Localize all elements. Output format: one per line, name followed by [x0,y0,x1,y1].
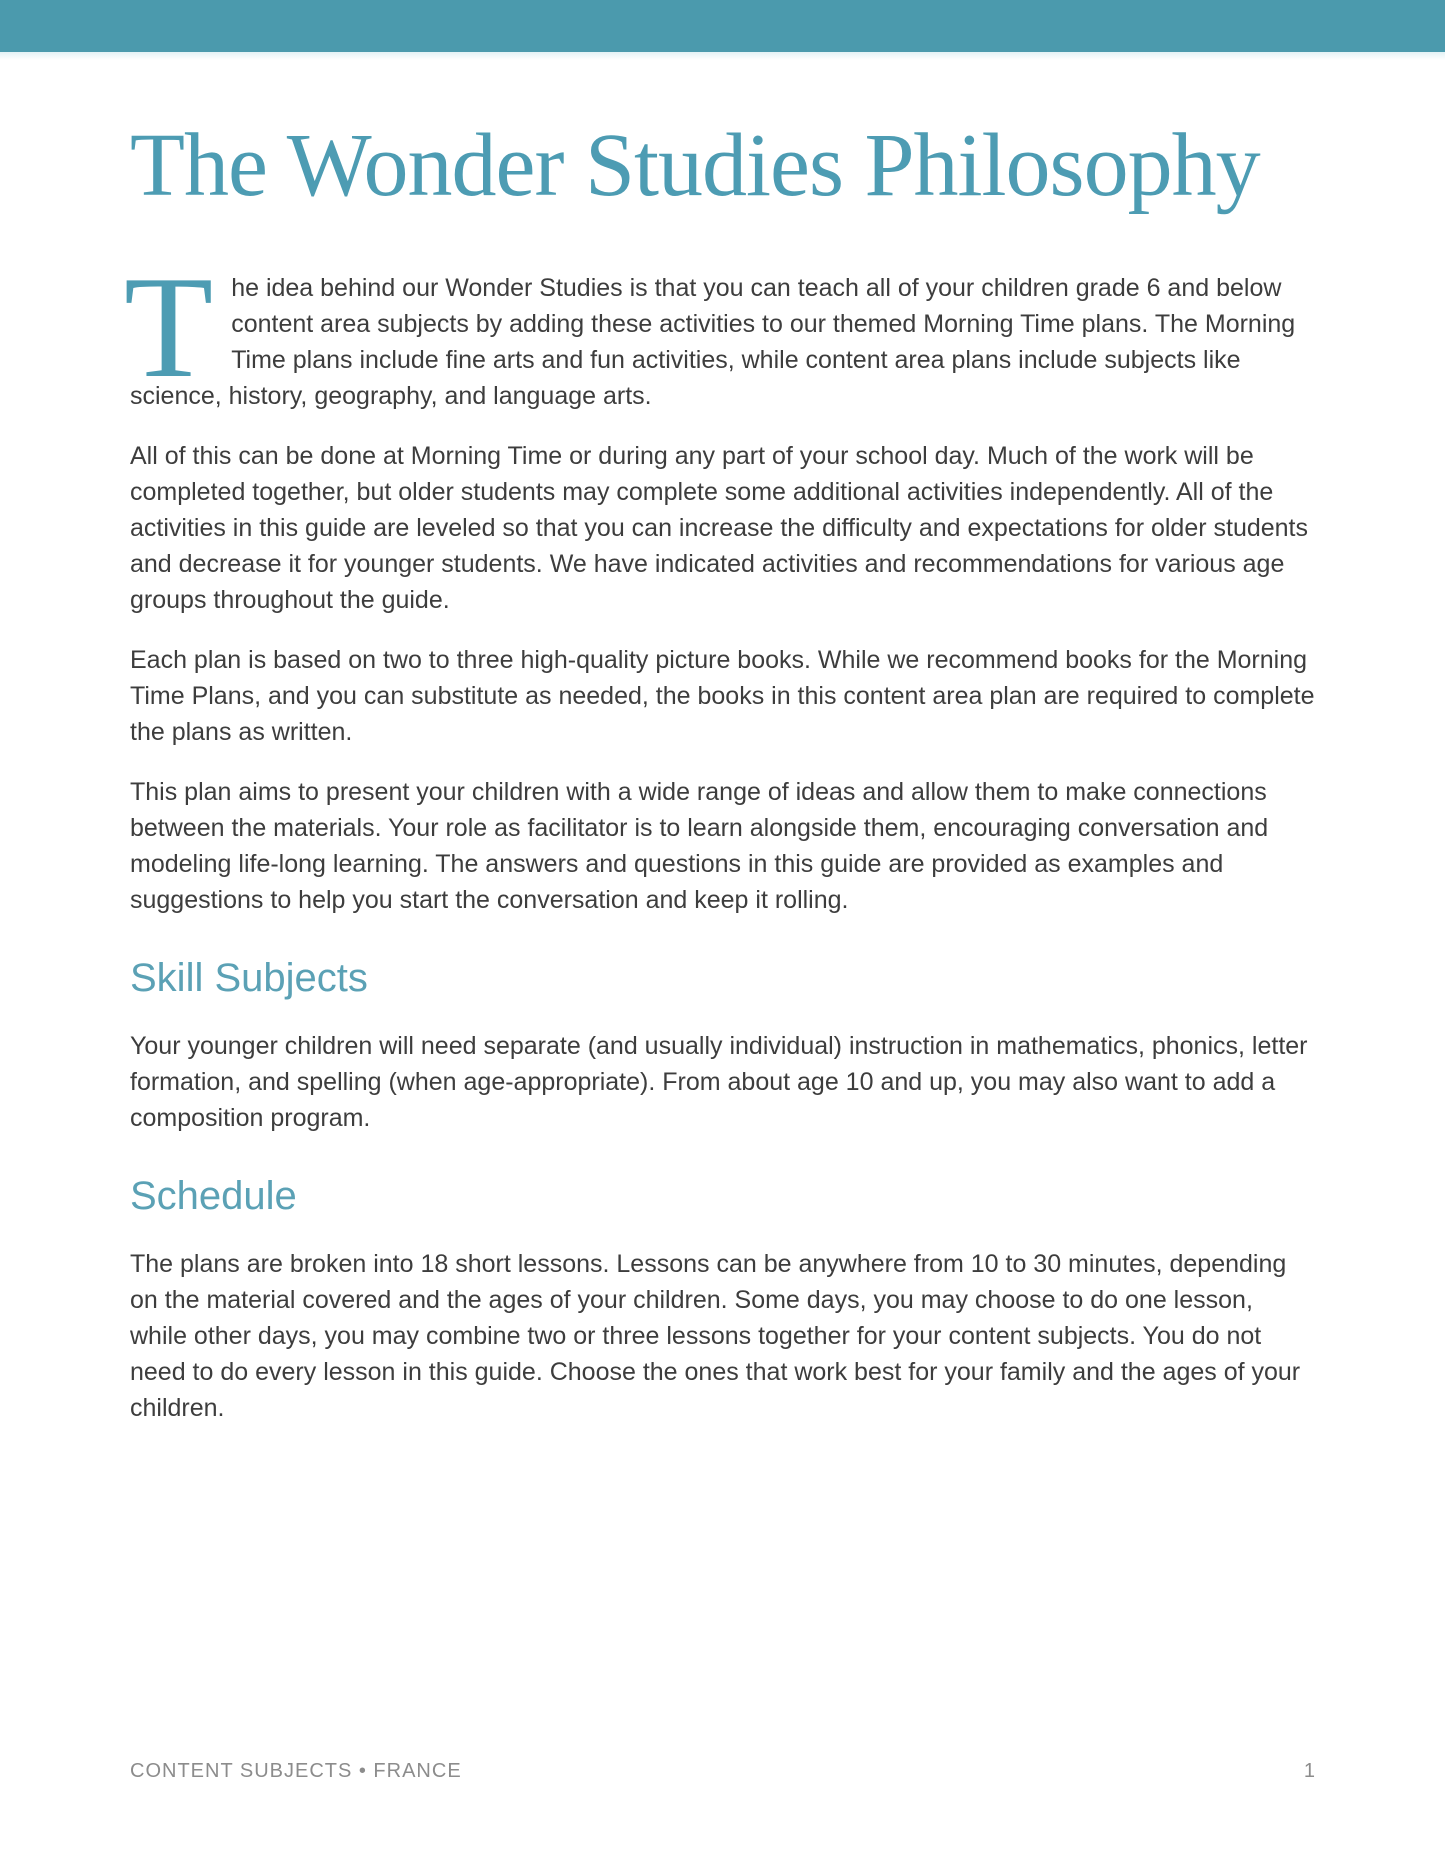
footer-page-number: 1 [1303,1760,1315,1782]
body-paragraph-2: Each plan is based on two to three high-quality picture books. While we recommend books for the Morning Time Plans, and you can substitute as needed, the books in this content area plan are required to complete the plans as written. [130,646,1315,746]
page-title: The Wonder Studies Philosophy [130,116,1260,215]
body-paragraph-1: All of this can be done at Morning Time or during any part of your school day. Much of the work will be completed together, but older students may complete some additional activities independently. All of the activities in this guide are leveled so that you can increase the difficulty and expectations for older students and decrease it for younger students. We have indicated activities and recommendations for various age groups throughout the guide. [130,442,1309,614]
section-heading-skill-subjects: Skill Subjects [130,956,368,1000]
drop-cap: T [124,246,214,408]
skill-subjects-paragraph: Your younger children will need separate (and usually individual) instruction in mathematics, phonics, letter formation, and spelling (when age-appropriate). From about age 10 and up, you may also want to add a composition program. [130,1032,1308,1132]
page-footer [130,1760,1315,1783]
intro-paragraph [124,246,1315,414]
section-heading-schedule: Schedule [130,1174,297,1218]
schedule-paragraph: The plans are broken into 18 short lessons. Lessons can be anywhere from 10 to 30 minutes, depending on the material covered and the ages of your children. Some days, you may choose to do one lesson, while other days, you may combine two or three lessons together for your content subjects. You do not need to do every lesson in this guide. Choose the ones that work best for your family and the ages of your children. [130,1250,1301,1422]
body-paragraph-3: This plan aims to present your children with a wide range of ideas and allow them to make connections between the materials. Your role as facilitator is to learn alongside them, encouraging conversation and modeling life-long learning. The answers and questions in this guide are provided as examples and suggestions to help you start the conversation and keep it rolling. [130,778,1269,914]
page-content [0,112,1445,1426]
footer-document-label: CONTENT SUBJECTS • FRANCE [130,1760,462,1782]
intro-paragraph-text: he idea behind our Wonder Studies is that you can teach all of your children grade 6 and below content area subjects by adding these activities to our themed Morning Time plans. The Morning Time plans include fine arts and fun activities, while content area plans include subjects like science, history, geography, and language arts. [130,274,1296,410]
top-accent-bar [0,0,1445,52]
top-bar-glow [0,52,1445,60]
